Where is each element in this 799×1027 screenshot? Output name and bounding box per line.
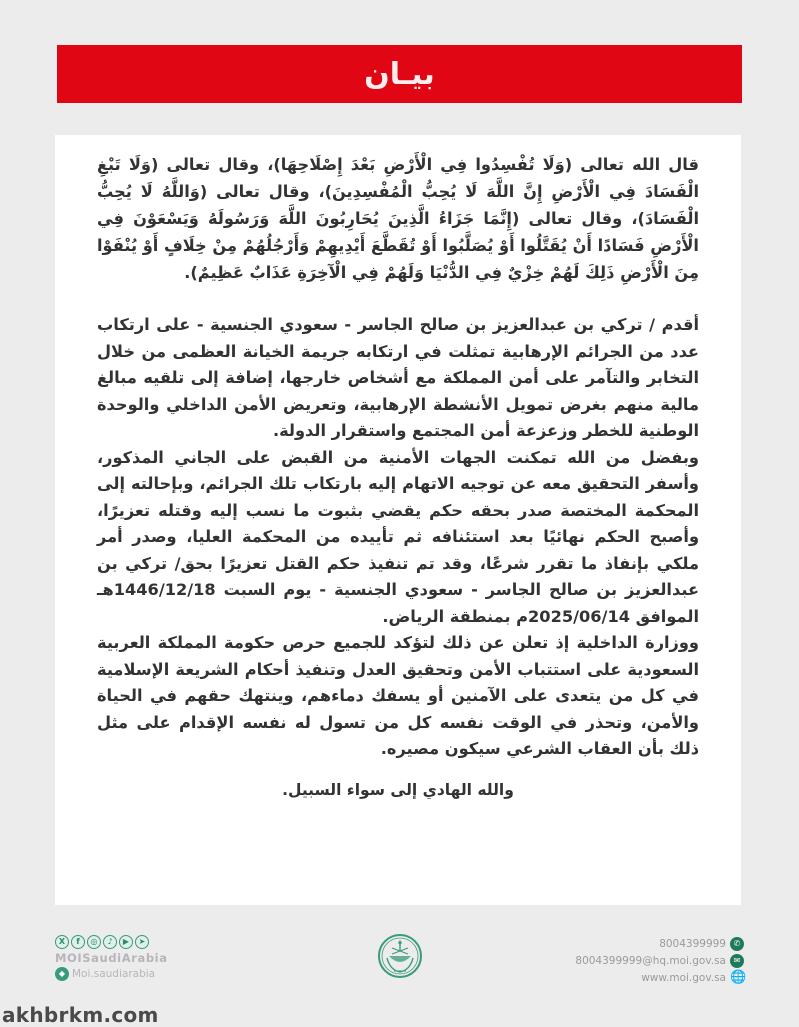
statement-paragraph-crimes: أقدم / تركي بن عبدالعزيز بن صالح الجاسر - سعودي الجنسية - على ارتكاب عدد من الجرائم الإرهابية تمثلت في ارتكابه جريمة الخيانة العظمى من خلال التخابر والتآمر على أمن المملكة مع أشخاص خارجها، إضافة إلى تلقيه مبالغ مالية منهم بغرض تمويل الأنشطة الإرهابية، وتعريض الأمن الداخلي والوحدة الوطنية للخطر وزعزعة أمن المجتمع واستقرار الدولة. bbox=[97, 315, 699, 440]
closing-line: والله الهادي إلى سواء السبيل. bbox=[282, 780, 514, 799]
youtube-icon[interactable]: ▶ bbox=[119, 935, 133, 949]
quranic-verses-paragraph: قال الله تعالى (وَلَا تُفْسِدُوا فِي الْأَرْضِ بَعْدَ إِصْلَاحِهَا)، وقال تعالى (وَلَا تَبْغِ الْفَسَادَ فِي الْأَرْضِ إِنَّ اللَّهَ لَا يُحِبُّ الْمُفْسِدِينَ)، وقال تعالى (وَاللَّهُ لَا يُحِبُّ الْفَسَادَ)، وقال تعالى (إِنَّمَا جَزَاءُ الَّذِينَ يُحَارِبُونَ اللَّهَ وَرَسُولَهُ وَيَسْعَوْنَ فِي الْأَرْضِ فَسَادًا أَنْ يُقَتَّلُوا أَوْ يُصَلَّبُوا أَوْ تُقَطَّعَ أَيْدِيهِمْ وَأَرْجُلُهُمْ مِنْ خِلَافٍ أَوْ يُنْفَوْا مِنَ الْأَرْضِ ذَلِكَ لَهُمْ خِزْيٌ فِي الدُّنْيَا وَلَهُمْ فِي الْآخِرَةِ عَذَابٌ عَظِيمٌ). bbox=[97, 155, 699, 282]
social-icons-row bbox=[55, 935, 167, 949]
ministry-emblem-icon bbox=[376, 932, 424, 980]
snapchat-row[interactable] bbox=[55, 967, 167, 981]
site-watermark: akhbrkm.com bbox=[2, 1003, 159, 1027]
instagram-icon[interactable]: ◎ bbox=[87, 935, 101, 949]
phone-number: 8004399999 bbox=[659, 937, 726, 950]
statement-panel bbox=[55, 135, 741, 905]
mail-icon: ✉ bbox=[730, 954, 744, 968]
email-row[interactable] bbox=[575, 952, 744, 969]
tiktok-icon[interactable]: ♪ bbox=[103, 935, 117, 949]
ministry-emblem bbox=[367, 932, 433, 980]
website-url: www.moi.gov.sa bbox=[641, 971, 726, 984]
phone-row[interactable] bbox=[575, 935, 744, 952]
social-handle[interactable]: MOISaudiArabia bbox=[55, 951, 168, 965]
contact-block bbox=[575, 935, 747, 986]
social-media-block bbox=[55, 935, 167, 981]
x-icon[interactable]: X bbox=[55, 935, 69, 949]
phone-icon: ✆ bbox=[730, 937, 744, 951]
title-banner bbox=[57, 45, 742, 103]
statement-title: بيـان bbox=[364, 56, 435, 92]
website-row[interactable] bbox=[575, 969, 747, 986]
statement-paragraph-execution: وبفضل من الله تمكنت الجهات الأمنية من القبض على الجاني المذكور، وأسفر التحقيق معه عن توجيه الاتهام إليه بارتكاب تلك الجرائم، وبإحالته إلى المحكمة المختصة صدر بحقه حكم يقضي بثبوت ما نسب إليه وقتله تعزيرًا، وأصبح الحكم نهائيًا بعد استئنافه ثم تأييده من المحكمة العليا، وصدر أمر ملكي بإنفاذ ما تقرر شرعًا، وقد تم تنفيذ حكم القتل تعزيرًا بحق/ تركي بن عبدالعزيز بن صالح الجاسر - سعودي الجنسية - يوم السبت 1446/12/18هـ الموافق 2025/06/14م بمنطقة الرياض. bbox=[97, 447, 699, 626]
facebook-icon[interactable]: f bbox=[71, 935, 85, 949]
email-address: 8004399999@hq.moi.gov.sa bbox=[575, 954, 726, 967]
statement-paragraph-warning: ووزارة الداخلية إذ تعلن عن ذلك لتؤكد للجميع حرص حكومة المملكة العربية السعودية على استتباب الأمن وتحقيق العدل وتنفيذ أحكام الشريعة الإسلامية في كل من يتعدى على الآمنين أو يسفك دماءهم، وينتهك حقهم في الحياة والأمن، وتحذر في الوقت نفسه كل من تسول له نفسه الإقدام على مثل ذلك بأن العقاب الشرعي سيكون مصيره. bbox=[97, 633, 699, 758]
snapchat-icon: ◆ bbox=[55, 967, 69, 981]
globe-icon: 🌐 bbox=[730, 969, 747, 985]
telegram-icon[interactable]: ➤ bbox=[135, 935, 149, 949]
snapchat-handle: Moi.saudiarabia bbox=[72, 968, 156, 980]
